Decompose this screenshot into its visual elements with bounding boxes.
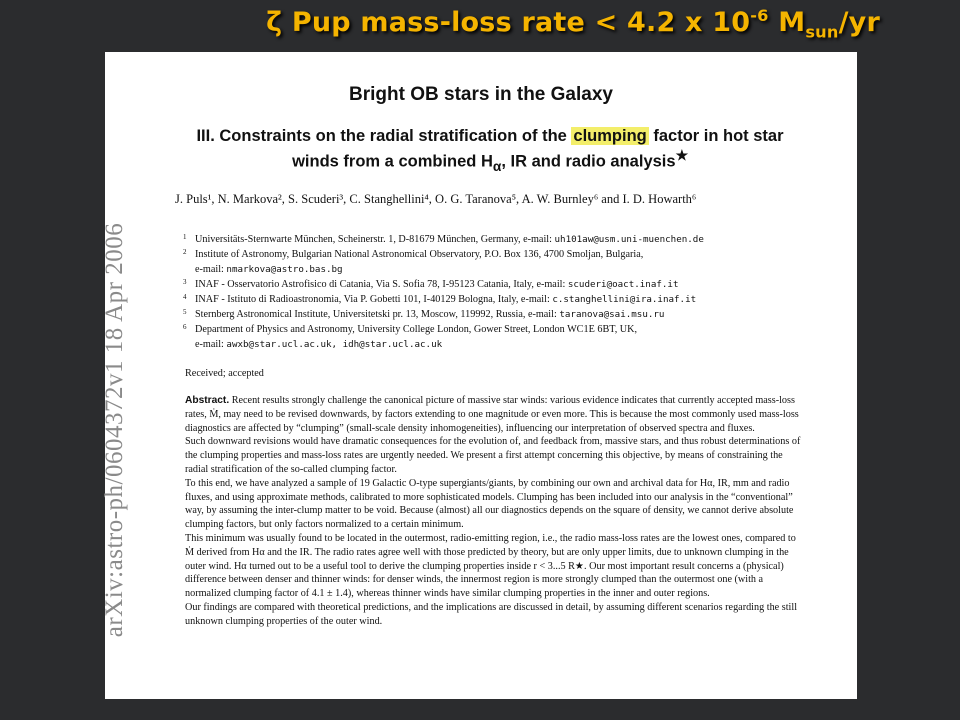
- affiliation: 6 Department of Physics and Astronomy, University College London, Gower Street, London WC1E 6BT, UK, e-mail: awxb@star.ucl.ac.uk, idh@star.ucl.ac.uk: [183, 323, 638, 350]
- series-title: Bright OB stars in the Galaxy: [349, 84, 613, 105]
- highlighted-word: clumping: [573, 127, 647, 145]
- affiliation: 1 Universitäts-Sternwarte München, Scheinerstr. 1, D-81679 München, Germany, e-mail: uh101aw@usm.uni-muenchen.de: [183, 233, 704, 245]
- affiliation: 2 Institute of Astronomy, Bulgarian National Astronomical Observatory, P.O. Box 136, 4700 Smoljan, Bulgaria, e-mail: nmarkova@astro.bas.bg: [183, 248, 644, 275]
- abstract-label: Abstract.: [185, 395, 230, 406]
- affiliation: 5 Sternberg Astronomical Institute, Universitetski pr. 13, Moscow, 119992, Russia, e-mail: taranova@sai.msu.ru: [183, 308, 665, 320]
- arxiv-stamp: arXiv:astro-ph/0604372v1 18 Apr 2006: [101, 222, 128, 638]
- paper-title: III. Constraints on the radial stratification of the clumping factor in hot star winds from a combined $H_\alpha$, IR and radio analysis★: [196, 127, 784, 174]
- slide-title: ζ Pup mass-loss rate < 4.2 x $10^{-6}$ $M_{sun}/yr$: [266, 6, 880, 42]
- abstract-paragraph: Our findings are compared with theoretical predictions, and the implications are discussed in detail, by assuming different scenarios regarding the still unknown clumping properties of the outer wind.: [185, 601, 798, 627]
- affiliation-list: [183, 232, 843, 352]
- author-list: J. Puls¹, N. Markova², S. Scuderi³, C. Stanghellini⁴, O. G. Taranova⁵, A. W. Burnley⁶ and I. D. Howarth⁶: [175, 192, 697, 206]
- affiliation: 3 INAF - Osservatorio Astrofisico di Catania, Via S. Sofia 78, I-95123 Catania, Italy, e-mail: scuderi@oact.inaf.it: [183, 278, 679, 290]
- received-line: Received; accepted: [185, 368, 264, 379]
- paper-page: [101, 52, 857, 699]
- abstract-paragraph: To this end, we have analyzed a sample of 19 Galactic O-type supergiants/giants, by combining our own and archival data for Hα, IR, mm and radio fluxes, and using approximate methods, calibrated to more sophisticated models. Clumping has been included into our analysis in the “conventional” way, by assuming the inter-clump matter to be void. Because (almost) all our diagnostics depends on the square of density, we cannot derive absolute clumping factors, but only factors normalized to a certain minimum.: [185, 477, 794, 531]
- affiliation: 4 INAF - Istituto di Radioastronomia, Via P. Gobetti 101, I-40129 Bologna, Italy, e-mail: c.stanghellini@ira.inaf.it: [183, 293, 697, 305]
- abstract-paragraph: Abstract. Recent results strongly challenge the canonical picture of massive star winds: various evidence indicates that currently accepted mass-loss rates, Ṁ, may need to be revised downwards, by factors extending to one magnitude or even more. This is because the most commonly used mass-loss diagnostics are affected by “clumping” (small-scale density inhomogeneities), influencing our interpretation of observed spectra and fluxes.: [185, 395, 799, 434]
- abstract-paragraph: Such downward revisions would have dramatic consequences for the evolution of, and feedback from, massive stars, and thus robust determinations of the clumping properties and mass-loss rates are urgently needed. We present a first attempt concerning this objective, by means of constraining the radial stratification of the so-called clumping factor.: [185, 436, 801, 475]
- abstract: [185, 394, 805, 629]
- abstract-paragraph: This minimum was usually found to be located in the outermost, radio-emitting region, i.e., the radio mass-loss rates are the lowest ones, compared to Ṁ derived from Hα and the IR. The radio rates agree well with those predicted by theory, but are only upper limits, due to unknown clumping in the outer wind. Hα turned out to be a useful tool to derive the clumping properties inside r < 3...5 R★. Our most important result concerns a (physical) difference between denser and thinner winds: for denser winds, the innermost region is more strongly clumped than the outermost one (with a normalized clumping factor of 4.1 ± 1.4), whereas thinner winds have similar clumping properties in the inner and outer regions.: [185, 532, 796, 600]
